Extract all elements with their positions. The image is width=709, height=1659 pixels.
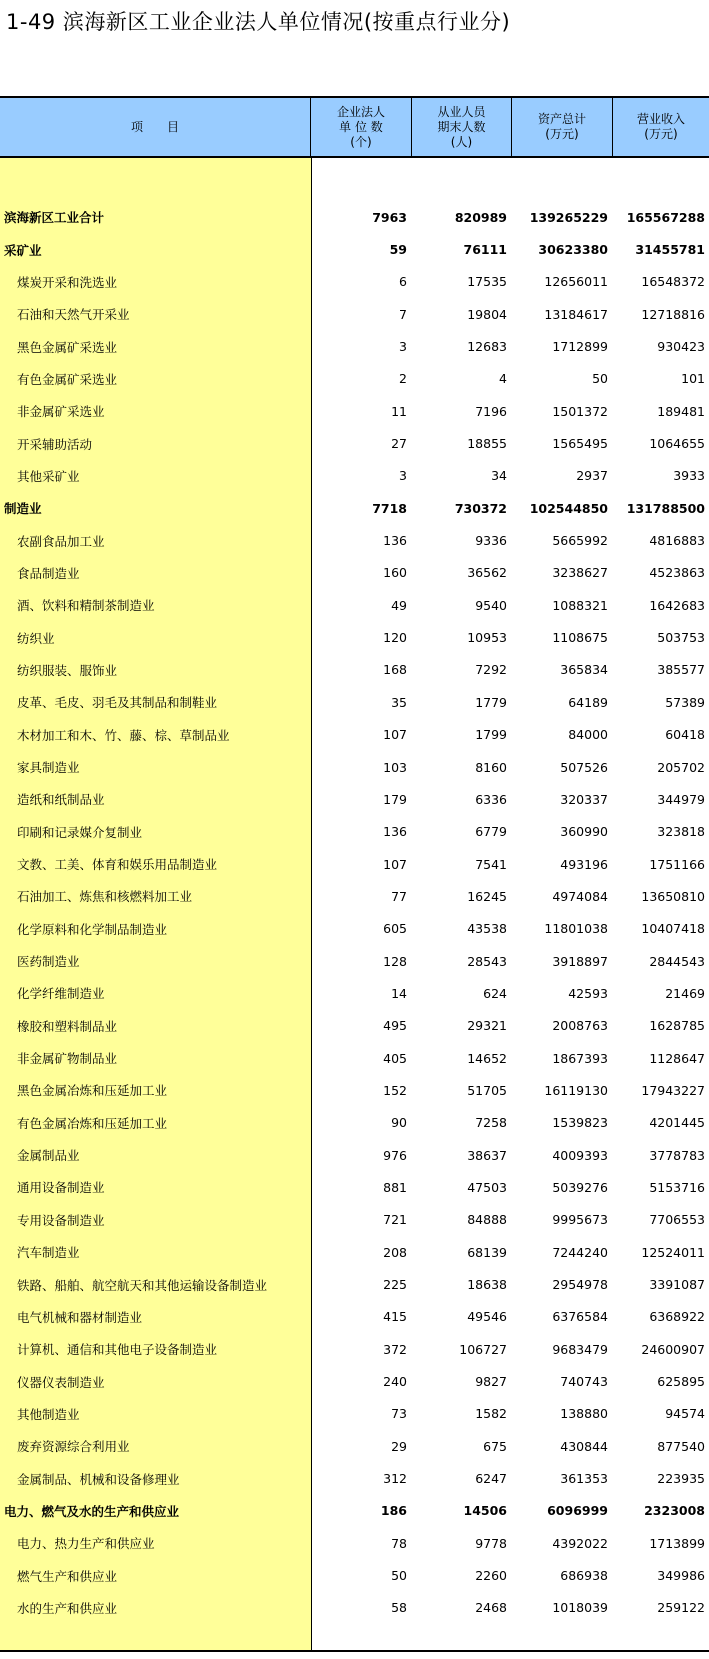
enterprise-count-cell: 415 (383, 1309, 407, 1325)
operating-revenue-cell: 12718816 (641, 306, 705, 322)
total-assets-cell: 740743 (560, 1374, 608, 1390)
table-row (0, 880, 709, 912)
employees-cell: 820989 (454, 209, 507, 225)
table-row (0, 201, 709, 233)
total-assets-cell: 7244240 (552, 1244, 608, 1260)
row-label: 有色金属冶炼和压延加工业 (17, 1115, 168, 1131)
employees-cell: 106727 (459, 1341, 507, 1357)
total-assets-cell: 3238627 (552, 565, 608, 581)
employees-cell: 7541 (475, 856, 507, 872)
table-row (0, 945, 709, 977)
enterprise-count-cell: 77 (391, 888, 407, 904)
total-assets-cell: 1108675 (552, 630, 608, 646)
enterprise-count-cell: 605 (383, 921, 407, 937)
enterprise-count-cell: 6 (399, 274, 407, 290)
enterprise-count-cell: 405 (383, 1050, 407, 1066)
table-row (0, 913, 709, 945)
enterprise-count-cell: 90 (391, 1115, 407, 1131)
operating-revenue-cell: 31455781 (635, 242, 705, 258)
enterprise-count-cell: 160 (383, 565, 407, 581)
row-label: 非金属矿物制品业 (17, 1051, 118, 1067)
enterprise-count-cell: 128 (383, 953, 407, 969)
employees-cell: 9827 (475, 1374, 507, 1390)
table-row (0, 1527, 709, 1559)
row-label: 酒、饮料和精制茶制造业 (17, 598, 155, 614)
table-row (0, 1398, 709, 1430)
table-row (0, 298, 709, 330)
employees-cell: 28543 (467, 953, 507, 969)
employees-cell: 18638 (467, 1277, 507, 1293)
total-assets-cell: 430844 (560, 1438, 608, 1454)
employees-cell: 36562 (467, 565, 507, 581)
row-label: 印刷和记录媒介复制业 (17, 824, 143, 840)
employees-cell: 9336 (475, 533, 507, 549)
table-row (0, 848, 709, 880)
row-label: 其他采矿业 (17, 468, 80, 484)
header-operating-revenue: 营业收入 (万元) (636, 112, 685, 141)
employees-cell: 2468 (475, 1600, 507, 1616)
table-row (0, 233, 709, 265)
operating-revenue-cell: 349986 (657, 1568, 705, 1584)
row-label: 采矿业 (4, 242, 42, 258)
operating-revenue-cell: 189481 (657, 403, 705, 419)
row-label: 橡胶和塑料制品业 (17, 1018, 118, 1034)
operating-revenue-cell: 4201445 (649, 1115, 705, 1131)
row-label: 纺织服装、服饰业 (17, 662, 118, 678)
total-assets-cell: 102544850 (529, 500, 608, 516)
employees-cell: 675 (483, 1438, 507, 1454)
row-label: 计算机、通信和其他电子设备制造业 (17, 1342, 218, 1358)
enterprise-count-cell: 27 (391, 436, 407, 452)
total-assets-cell: 1712899 (552, 339, 608, 355)
total-assets-cell: 30623380 (538, 242, 608, 258)
total-assets-cell: 139265229 (529, 209, 608, 225)
operating-revenue-cell: 3778783 (649, 1147, 705, 1163)
total-assets-cell: 84000 (568, 727, 608, 743)
total-assets-cell: 12656011 (544, 274, 608, 290)
employees-cell: 76111 (463, 242, 507, 258)
total-assets-cell: 1501372 (552, 403, 608, 419)
table-row (0, 783, 709, 815)
enterprise-count-cell: 240 (383, 1374, 407, 1390)
employees-cell: 4 (499, 371, 507, 387)
employees-cell: 8160 (475, 759, 507, 775)
operating-revenue-cell: 4523863 (649, 565, 705, 581)
enterprise-count-cell: 881 (383, 1179, 407, 1195)
employees-cell: 14652 (467, 1050, 507, 1066)
row-label: 有色金属矿采选业 (17, 371, 118, 387)
employees-cell: 19804 (467, 306, 507, 322)
row-label: 金属制品、机械和设备修理业 (17, 1471, 180, 1487)
table-row (0, 1236, 709, 1268)
row-label: 煤炭开采和洗选业 (17, 274, 118, 290)
table-row (0, 1107, 709, 1139)
employees-cell: 43538 (467, 921, 507, 937)
operating-revenue-cell: 3933 (673, 468, 705, 484)
enterprise-count-cell: 7718 (372, 500, 407, 516)
enterprise-count-cell: 107 (383, 727, 407, 743)
enterprise-count-cell: 59 (389, 242, 407, 258)
employees-cell: 14506 (463, 1503, 507, 1519)
employees-cell: 1582 (475, 1406, 507, 1422)
row-label: 非金属矿采选业 (17, 404, 105, 420)
employees-cell: 9540 (475, 597, 507, 613)
operating-revenue-cell: 94574 (665, 1406, 705, 1422)
table-row (0, 330, 709, 362)
row-label: 造纸和纸制品业 (17, 792, 105, 808)
enterprise-count-cell: 73 (391, 1406, 407, 1422)
enterprise-count-cell: 495 (383, 1018, 407, 1034)
enterprise-count-cell: 78 (391, 1535, 407, 1551)
total-assets-cell: 4392022 (552, 1535, 608, 1551)
table-row (0, 1430, 709, 1462)
table-row (0, 1074, 709, 1106)
employees-cell: 10953 (467, 630, 507, 646)
total-assets-cell: 6096999 (547, 1503, 608, 1519)
row-label: 通用设备制造业 (17, 1180, 105, 1196)
table-row (0, 266, 709, 298)
employees-cell: 47503 (467, 1179, 507, 1195)
total-assets-cell: 4009393 (552, 1147, 608, 1163)
employees-cell: 9778 (475, 1535, 507, 1551)
total-assets-cell: 2954978 (552, 1277, 608, 1293)
employees-cell: 6247 (475, 1471, 507, 1487)
operating-revenue-cell: 60418 (665, 727, 705, 743)
total-assets-cell: 6376584 (552, 1309, 608, 1325)
row-label: 化学纤维制造业 (17, 986, 105, 1002)
total-assets-cell: 507526 (560, 759, 608, 775)
total-assets-cell: 1539823 (552, 1115, 608, 1131)
employees-cell: 17535 (467, 274, 507, 290)
total-assets-cell: 5665992 (552, 533, 608, 549)
table-row (0, 492, 709, 524)
table-row (0, 1333, 709, 1365)
operating-revenue-cell: 21469 (665, 985, 705, 1001)
employees-cell: 68139 (467, 1244, 507, 1260)
employees-cell: 7196 (475, 403, 507, 419)
enterprise-count-cell: 721 (383, 1212, 407, 1228)
enterprise-count-cell: 186 (380, 1503, 407, 1519)
operating-revenue-cell: 259122 (657, 1600, 705, 1616)
row-label: 家具制造业 (17, 760, 80, 776)
enterprise-count-cell: 136 (383, 533, 407, 549)
table-row (0, 363, 709, 395)
enterprise-count-cell: 152 (383, 1082, 407, 1098)
total-assets-cell: 1867393 (552, 1050, 608, 1066)
row-label: 电力、燃气及水的生产和供应业 (4, 1503, 180, 1519)
row-label: 石油加工、炼焦和核燃料加工业 (17, 889, 193, 905)
operating-revenue-cell: 930423 (657, 339, 705, 355)
row-label: 食品制造业 (17, 565, 80, 581)
operating-revenue-cell: 1713899 (649, 1535, 705, 1551)
employees-cell: 1799 (475, 727, 507, 743)
operating-revenue-cell: 4816883 (649, 533, 705, 549)
row-label: 石油和天然气开采业 (17, 307, 130, 323)
row-label: 其他制造业 (17, 1406, 80, 1422)
operating-revenue-cell: 1064655 (649, 436, 705, 452)
table-row (0, 1495, 709, 1527)
table-row (0, 1171, 709, 1203)
operating-revenue-cell: 16548372 (641, 274, 705, 290)
employees-cell: 6779 (475, 824, 507, 840)
enterprise-count-cell: 312 (383, 1471, 407, 1487)
row-label: 金属制品业 (17, 1148, 80, 1164)
employees-cell: 51705 (467, 1082, 507, 1098)
operating-revenue-cell: 503753 (657, 630, 705, 646)
table-body (0, 201, 709, 1624)
enterprise-count-cell: 14 (391, 985, 407, 1001)
row-label: 仪器仪表制造业 (17, 1374, 105, 1390)
total-assets-cell: 11801038 (544, 921, 608, 937)
table-row (0, 816, 709, 848)
total-assets-cell: 2008763 (552, 1018, 608, 1034)
total-assets-cell: 5039276 (552, 1179, 608, 1195)
total-assets-cell: 9995673 (552, 1212, 608, 1228)
enterprise-count-cell: 7 (399, 306, 407, 322)
operating-revenue-cell: 7706553 (649, 1212, 705, 1228)
operating-revenue-cell: 323818 (657, 824, 705, 840)
operating-revenue-cell: 344979 (657, 791, 705, 807)
operating-revenue-cell: 2323008 (644, 1503, 705, 1519)
row-label: 水的生产和供应业 (17, 1600, 118, 1616)
table-row (0, 1010, 709, 1042)
operating-revenue-cell: 10407418 (641, 921, 705, 937)
row-label: 黑色金属冶炼和压延加工业 (17, 1083, 168, 1099)
total-assets-cell: 686938 (560, 1568, 608, 1584)
total-assets-cell: 361353 (560, 1471, 608, 1487)
total-assets-cell: 360990 (560, 824, 608, 840)
table-row (0, 719, 709, 751)
enterprise-count-cell: 49 (391, 597, 407, 613)
total-assets-cell: 1088321 (552, 597, 608, 613)
header-employees: 从业人员 期末人数 (人) (412, 98, 512, 156)
row-label: 燃气生产和供应业 (17, 1568, 118, 1584)
row-label: 皮革、毛皮、羽毛及其制品和制鞋业 (17, 695, 218, 711)
table-row (0, 589, 709, 621)
row-label: 电力、热力生产和供应业 (17, 1536, 155, 1552)
row-label: 滨海新区工业合计 (4, 210, 105, 226)
employees-cell: 7258 (475, 1115, 507, 1131)
total-assets-cell: 320337 (560, 791, 608, 807)
enterprise-count-cell: 3 (399, 339, 407, 355)
row-label: 文教、工美、体育和娱乐用品制造业 (17, 857, 218, 873)
employees-cell: 49546 (467, 1309, 507, 1325)
enterprise-count-cell: 179 (383, 791, 407, 807)
total-assets-cell: 365834 (560, 662, 608, 678)
table-row (0, 977, 709, 1009)
enterprise-count-cell: 7963 (372, 209, 407, 225)
row-label: 铁路、船舶、航空航天和其他运输设备制造业 (17, 1277, 268, 1293)
employees-cell: 16245 (467, 888, 507, 904)
table-row (0, 751, 709, 783)
row-label: 专用设备制造业 (17, 1212, 105, 1228)
table-title: 1-49 滨海新区工业企业法人单位情况(按重点行业分) (6, 10, 511, 34)
operating-revenue-cell: 1628785 (649, 1018, 705, 1034)
table-row (0, 686, 709, 718)
total-assets-cell: 64189 (568, 694, 608, 710)
total-assets-cell: 50 (592, 371, 608, 387)
row-label: 木材加工和木、竹、藤、棕、草制品业 (17, 727, 230, 743)
table-row (0, 1042, 709, 1074)
table-row (0, 557, 709, 589)
table-row (0, 1559, 709, 1591)
operating-revenue-cell: 24600907 (641, 1341, 705, 1357)
enterprise-count-cell: 120 (383, 630, 407, 646)
operating-revenue-cell: 131788500 (626, 500, 705, 516)
row-label: 开采辅助活动 (17, 436, 93, 452)
row-label: 农副食品加工业 (17, 533, 105, 549)
enterprise-count-cell: 50 (391, 1568, 407, 1584)
employees-cell: 18855 (467, 436, 507, 452)
employees-cell: 6336 (475, 791, 507, 807)
total-assets-cell: 1565495 (552, 436, 608, 452)
total-assets-cell: 9683479 (552, 1341, 608, 1357)
enterprise-count-cell: 208 (383, 1244, 407, 1260)
employees-cell: 2260 (475, 1568, 507, 1584)
row-label: 化学原料和化学制品制造业 (17, 921, 168, 937)
table-row (0, 621, 709, 653)
employees-cell: 1779 (475, 694, 507, 710)
enterprise-count-cell: 168 (383, 662, 407, 678)
enterprise-count-cell: 103 (383, 759, 407, 775)
enterprise-count-cell: 3 (399, 468, 407, 484)
operating-revenue-cell: 13650810 (641, 888, 705, 904)
enterprise-count-cell: 11 (391, 403, 407, 419)
total-assets-cell: 493196 (560, 856, 608, 872)
table-row (0, 1592, 709, 1624)
enterprise-count-cell: 35 (391, 694, 407, 710)
operating-revenue-cell: 12524011 (641, 1244, 705, 1260)
row-label: 黑色金属矿采选业 (17, 339, 118, 355)
enterprise-count-cell: 225 (383, 1277, 407, 1293)
statistics-table (0, 96, 709, 1652)
table-row (0, 1268, 709, 1300)
table-row (0, 395, 709, 427)
table-row (0, 524, 709, 556)
header-enterprise-count: 企业法人 单 位 数 (个) (311, 98, 412, 156)
total-assets-cell: 2937 (576, 468, 608, 484)
table-row (0, 427, 709, 459)
table-header (0, 96, 709, 158)
employees-cell: 624 (483, 985, 507, 1001)
table-row (0, 1204, 709, 1236)
operating-revenue-cell: 5153716 (649, 1179, 705, 1195)
row-label: 废弃资源综合利用业 (17, 1439, 130, 1455)
total-assets-cell: 16119130 (544, 1082, 608, 1098)
operating-revenue-cell: 101 (681, 371, 705, 387)
employees-cell: 38637 (467, 1147, 507, 1163)
operating-revenue-cell: 223935 (657, 1471, 705, 1487)
enterprise-count-cell: 976 (383, 1147, 407, 1163)
employees-cell: 84888 (467, 1212, 507, 1228)
employees-cell: 29321 (467, 1018, 507, 1034)
employees-cell: 7292 (475, 662, 507, 678)
operating-revenue-cell: 17943227 (641, 1082, 705, 1098)
total-assets-cell: 3918897 (552, 953, 608, 969)
row-label: 电气机械和器材制造业 (17, 1309, 143, 1325)
operating-revenue-cell: 205702 (657, 759, 705, 775)
total-assets-cell: 13184617 (544, 306, 608, 322)
operating-revenue-cell: 1751166 (649, 856, 705, 872)
enterprise-count-cell: 136 (383, 824, 407, 840)
employees-cell: 12683 (467, 339, 507, 355)
header-total-assets: 资产总计 (万元) (512, 98, 613, 156)
operating-revenue-cell: 385577 (657, 662, 705, 678)
table-row (0, 1139, 709, 1171)
table-row (0, 1301, 709, 1333)
operating-revenue-cell: 3391087 (649, 1277, 705, 1293)
operating-revenue-cell: 57389 (665, 694, 705, 710)
employees-cell: 730372 (454, 500, 507, 516)
operating-revenue-cell: 6368922 (649, 1309, 705, 1325)
operating-revenue-cell: 1128647 (649, 1050, 705, 1066)
table-row (0, 1462, 709, 1494)
table-row (0, 1365, 709, 1397)
operating-revenue-cell: 165567288 (626, 209, 705, 225)
operating-revenue-cell: 2844543 (649, 953, 705, 969)
enterprise-count-cell: 107 (383, 856, 407, 872)
total-assets-cell: 42593 (568, 985, 608, 1001)
operating-revenue-cell: 877540 (657, 1438, 705, 1454)
table-row (0, 654, 709, 686)
operating-revenue-cell: 1642683 (649, 597, 705, 613)
row-label: 纺织业 (17, 630, 55, 646)
employees-cell: 34 (491, 468, 507, 484)
enterprise-count-cell: 29 (391, 1438, 407, 1454)
table-row (0, 460, 709, 492)
bottom-rule (0, 1650, 709, 1652)
enterprise-count-cell: 2 (399, 371, 407, 387)
total-assets-cell: 4974084 (552, 888, 608, 904)
operating-revenue-cell: 625895 (657, 1374, 705, 1390)
enterprise-count-cell: 58 (391, 1600, 407, 1616)
total-assets-cell: 1018039 (552, 1600, 608, 1616)
total-assets-cell: 138880 (560, 1406, 608, 1422)
header-item: 项 目 (0, 98, 311, 156)
row-label: 医药制造业 (17, 954, 80, 970)
enterprise-count-cell: 372 (383, 1341, 407, 1357)
row-label: 制造业 (4, 501, 42, 517)
row-label: 汽车制造业 (17, 1245, 80, 1261)
